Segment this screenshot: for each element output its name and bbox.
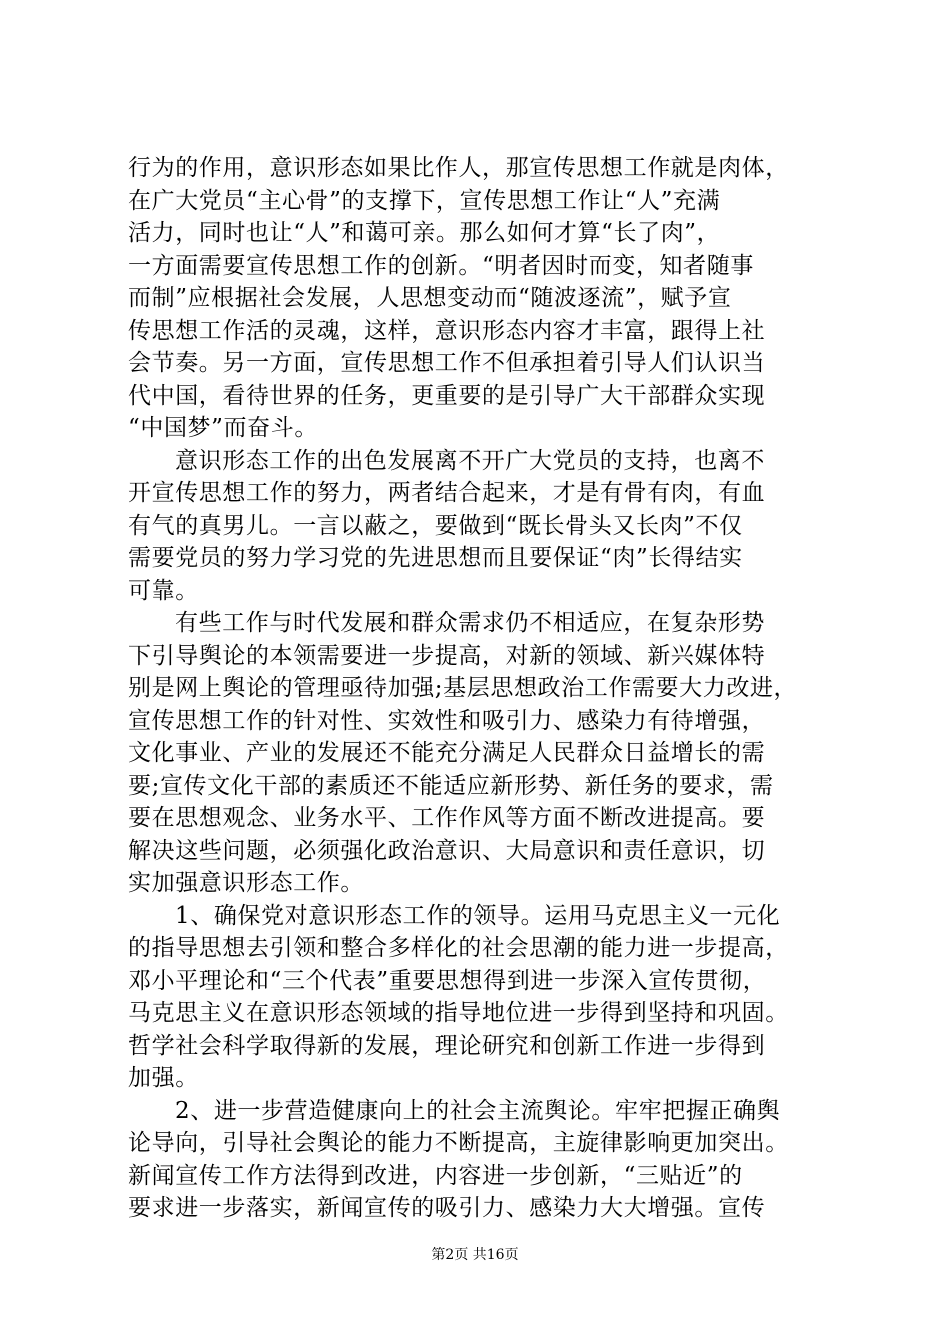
text-line: 论导向，引导社会舆论的能力不断提高，主旋律影响更加突出。 — [128, 1130, 789, 1156]
text-line: 别是网上舆论的管理亟待加强;基层思想政治工作需要大力改进， — [128, 675, 798, 701]
paragraph-first-line: 有些工作与时代发展和群众需求仍不相适应，在复杂形势 — [175, 610, 765, 636]
text-line: 活力，同时也让“人”和蔼可亲。那么如何才算“长了肉”， — [128, 220, 721, 246]
text-line: 可靠。 — [128, 577, 199, 604]
document-body — [128, 152, 840, 1225]
text-line: “中国梦”而奋斗。 — [128, 415, 318, 441]
paragraph-first-line: 1、确保党对意识形态工作的领导。运用马克思主义一元化 — [175, 902, 781, 929]
text-line: 解决这些问题，必须强化政治意识、大局意识和责任意识，切 — [128, 837, 766, 864]
text-line: 开宣传思想工作的努力，两者结合起来，才是有骨有肉，有血 — [128, 480, 766, 506]
text-line: 邓小平理论和“三个代表”重要思想得到进一步深入宣传贯彻， — [128, 967, 767, 994]
text-line: 下引导舆论的本领需要进一步提高，对新的领域、新兴媒体特 — [128, 642, 766, 669]
text-line: 有气的真男儿。一言以蔽之，要做到“既长骨头又长肉”不仅 — [128, 512, 743, 539]
text-line: 代中国，看待世界的任务，更重要的是引导广大干部群众实现 — [128, 382, 766, 409]
text-line: 实加强意识形态工作。 — [128, 870, 364, 896]
text-line: 的指导思想去引领和整合多样化的社会思潮的能力进一步提高， — [128, 935, 789, 961]
text-line: 会节奏。另一方面，宣传思想工作不但承担着引导人们认识当 — [128, 350, 766, 376]
text-line: 新闻宣传工作方法得到改进，内容进一步创新，“三贴近”的 — [128, 1162, 743, 1189]
paragraph-first-line: 2、进一步营造健康向上的社会主流舆论。牢牢把握正确舆 — [175, 1097, 781, 1124]
text-line: 传思想工作活的灵魂，这样，意识形态内容才丰富，跟得上社 — [128, 317, 766, 344]
text-line: 而制”应根据社会发展，人思想变动而“随波逐流”，赋予宣 — [128, 285, 732, 311]
text-line: 加强。 — [128, 1065, 199, 1091]
text-line: 要求进一步落实，新闻宣传的吸引力、感染力大大增强。宣传 — [128, 1195, 766, 1221]
text-line: 马克思主义在意识形态领域的指导地位进一步得到坚持和巩固。 — [128, 1000, 789, 1026]
text-line: 一方面需要宣传思想工作的创新。“明者因时而变，知者随事 — [128, 252, 754, 279]
page-footer: 第2页 共16页 — [431, 1247, 519, 1263]
text-line: 宣传思想工作的针对性、实效性和吸引力、感染力有待增强， — [128, 707, 766, 734]
text-line: 行为的作用，意识形态如果比作人，那宣传思想工作就是肉体， — [128, 155, 789, 181]
text-line: 要在思想观念、业务水平、工作作风等方面不断改进提高。要 — [128, 805, 766, 831]
paragraph-first-line: 意识形态工作的出色发展离不开广大党员的支持，也离不 — [175, 447, 765, 474]
text-line: 文化事业、产业的发展还不能充分满足人民群众日益增长的需 — [128, 740, 766, 766]
text-line: 在广大党员“主心骨”的支撑下，宣传思想工作让“人”充满 — [128, 187, 721, 214]
text-line: 需要党员的努力学习党的先进思想而且要保证“肉”长得结实 — [128, 545, 743, 571]
text-line: 哲学社会科学取得新的发展，理论研究和创新工作进一步得到 — [128, 1032, 766, 1059]
text-line: 要;宣传文化干部的素质还不能适应新形势、新任务的要求，需 — [128, 772, 774, 799]
